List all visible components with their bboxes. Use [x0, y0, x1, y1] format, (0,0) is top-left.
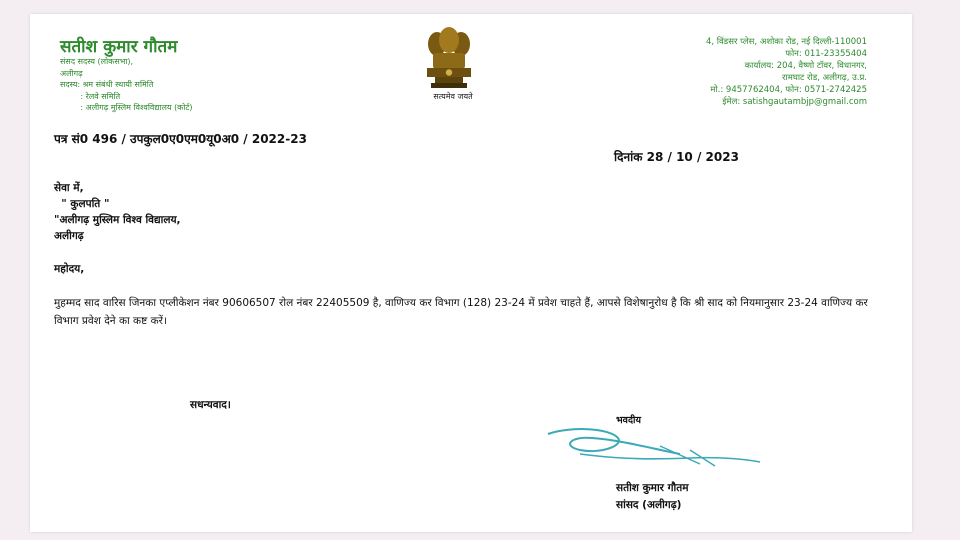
closing-thanks: सधन्यवाद। [190, 399, 231, 411]
address-line: सेवा में, [54, 182, 84, 194]
signatory-name: सतीश कुमार गौतम [616, 482, 689, 494]
letterhead-mobile-line: मो.: 9457762404, फोन: 0571-2742425 [710, 85, 867, 95]
letterhead-office-line: रामघाट रोड, अलीगढ़, उ.प्र. [782, 73, 867, 83]
letterhead-left-line: : अलीगढ़ मुस्लिम विश्वविद्यालय (कोर्ट) [60, 103, 193, 112]
reference-number: पत्र सं0 496 / उपकुल0ए0एम0यू0अ0 / 2022-23 [54, 132, 307, 146]
address-line: " कुलपति " [54, 198, 110, 210]
letterhead-office-line: कार्यालय: 204, वैष्णो टॉवर, विधानगर, [744, 61, 867, 71]
address-line: "अलीगढ़ मुस्लिम विश्व विद्यालय, [54, 214, 181, 226]
letterhead-left-line: संसद सदस्य (लोकसभा), [60, 57, 134, 66]
letterhead-phone-line: फोन: 011-23355404 [785, 49, 867, 59]
emblem-caption: सत्यमेव जयते [433, 92, 473, 101]
letterhead-left-block [60, 56, 193, 114]
letterhead-email-line: ईमेल: satishgautambjp@gmail.com [722, 97, 867, 107]
handwritten-signature-icon [540, 424, 770, 474]
signatory-title: सांसद (अलीगढ़) [616, 499, 682, 511]
letter-body: मुहम्मद साद वारिस जिनका एप्लीकेशन नंबर 90606507 रोल नंबर 22405509 है, वाणिज्य कर विभाग (128) 23-24 में प्रवेश चाहते हैं, आपसे विशेषानुरोध है कि श्री साद को नियमानुसार 23-24 वाणिज्य कर विभाग प्रवेश देने का कष्ट करें। [54, 297, 868, 327]
letter-date: दिनांक 28 / 10 / 2023 [614, 150, 739, 164]
closing-yours: भवदीय [616, 415, 641, 426]
letterhead-right-block [706, 36, 867, 108]
letterhead-left-line: : रेलवे समिति [60, 91, 121, 101]
letterhead-left-line: सदस्य: श्रम संबंधी स्थायी समिति [60, 80, 154, 89]
recipient-address [54, 180, 181, 244]
national-emblem-icon [415, 26, 483, 90]
signatory-block [616, 480, 689, 514]
letterhead-left-line: अलीगढ़ [60, 68, 83, 78]
address-line: अलीगढ़ [54, 230, 84, 242]
salutation: महोदय, [54, 263, 85, 275]
letterhead-name: सतीश कुमार गौतम [60, 37, 178, 57]
letterhead-address-line: 4, विंडसर प्लेस, अशोका रोड, नई दिल्ली-110001 [705, 37, 867, 47]
